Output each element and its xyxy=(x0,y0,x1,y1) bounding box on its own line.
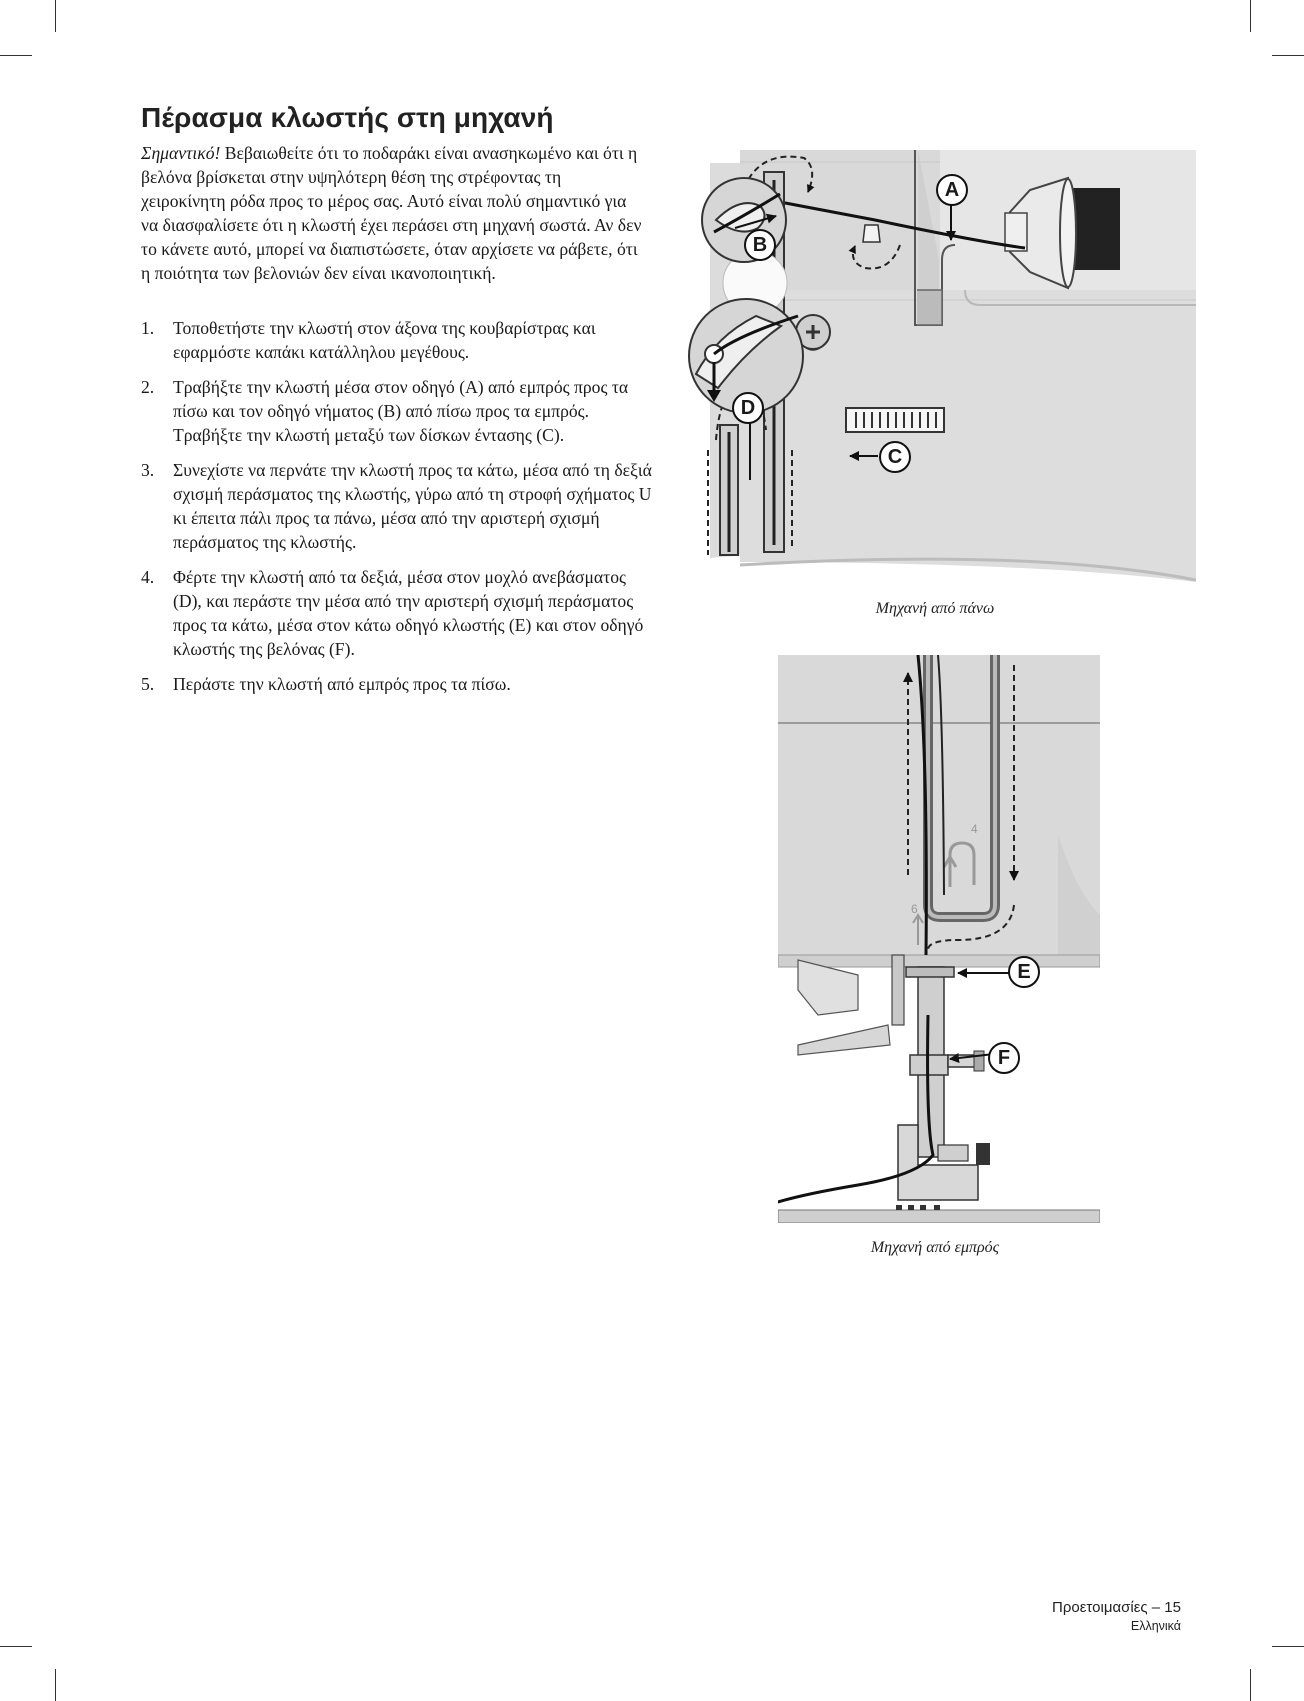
step-text: Τοποθετήστε την κλωστή στον άξονα της κουβαρίστρας και εφαρμόστε καπάκι κατάλληλου μεγέθους. xyxy=(173,318,596,362)
step-text: Συνεχίστε να περνάτε την κλωστή προς τα κάτω, μέσα από τη δεξιά σχισμή περάσματος της κλωστής, γύρω από τη στροφή σχήματος U κι έπειτα πάλι προς τα πάνω, μέσα από την αριστερή σχισμή περάσματος της κλωστής. xyxy=(173,460,652,552)
needle-plate xyxy=(778,1210,1100,1223)
crop-mark xyxy=(1272,55,1304,56)
step-number: 2. xyxy=(141,377,155,397)
intro-emphasis: Σημαντικό! xyxy=(141,143,221,163)
figure-top-caption: Μηχανή από πάνω xyxy=(875,600,995,617)
machine-front-illustration xyxy=(778,655,1100,1223)
figure-top-label-badges xyxy=(728,170,998,485)
list-item xyxy=(141,316,656,364)
list-item xyxy=(141,458,656,554)
step-number: 5. xyxy=(141,674,155,694)
label-e: E xyxy=(1008,956,1040,988)
crop-mark xyxy=(55,1669,56,1701)
list-item xyxy=(141,672,656,696)
footer-section: Προετοιμασίες – 15 xyxy=(1052,1599,1181,1616)
crop-mark xyxy=(1272,1646,1304,1647)
crop-mark xyxy=(55,0,56,32)
crop-mark xyxy=(0,55,32,56)
label-b: B xyxy=(744,229,776,261)
step-number: 1. xyxy=(141,318,155,338)
list-item xyxy=(141,565,656,661)
step-text: Τραβήξτε την κλωστή μέσα στον οδηγό (A) από εμπρός προς τα πίσω και τον οδηγό νήματος (B) από πίσω προς τα εμπρός. Τραβήξτε την κλωστή μεταξύ των δίσκων έντασης (C). xyxy=(173,377,629,445)
dial-number-6: 6 xyxy=(911,902,918,916)
step-text: Φέρτε την κλωστή από τα δεξιά, μέσα στον μοχλό ανεβάσματος (D), και περάστε την μέσα από την αριστερή σχισμή περάσματος προς τα κάτω, μέσα στον κάτω οδηγό κλωστής (E) και στον οδηγό κλωστής της βελόνας (F). xyxy=(173,567,644,659)
label-f: F xyxy=(988,1042,1020,1074)
intro-text: Βεβαιωθείτε ότι το ποδαράκι είναι ανασηκωμένο και ότι η βελόνα βρίσκεται στην υψηλότερη θέση της στρέφοντας τη χειροκίνητη ρόδα προς το μέρος σας. Αυτό είναι πολύ σημαντικό για να διασφαλίσετε ότι η κλωστή έχει περάσει στη μηχανή σωστά. Αν δεν το κάνετε αυτό, μπορεί να διαπιστώσετε, όταν αρχίσετε να ράβετε, ότι η ποιότητα των βελονιών δεν είναι ικανοποιητική. xyxy=(141,143,642,283)
label-c: C xyxy=(879,441,911,473)
step-number: 4. xyxy=(141,567,155,587)
step-number: 3. xyxy=(141,460,155,480)
figure-front-caption: Μηχανή από εμπρός xyxy=(870,1239,1000,1256)
dial-number-4: 4 xyxy=(971,822,978,836)
steps-list xyxy=(141,316,656,707)
crop-mark xyxy=(1250,0,1251,32)
thread-guide-e xyxy=(906,967,954,977)
label-a: A xyxy=(936,174,968,206)
crop-mark xyxy=(1250,1669,1251,1701)
list-item xyxy=(141,375,656,447)
step-text: Περάστε την κλωστή από εμπρός προς τα πίσω. xyxy=(173,674,511,694)
footer-language: Ελληνικά xyxy=(1130,1619,1181,1633)
label-d: D xyxy=(732,392,764,424)
crop-mark xyxy=(0,1646,32,1647)
page-title: Πέρασμα κλωστής στη μηχανή xyxy=(141,102,554,133)
intro-paragraph xyxy=(141,141,646,285)
